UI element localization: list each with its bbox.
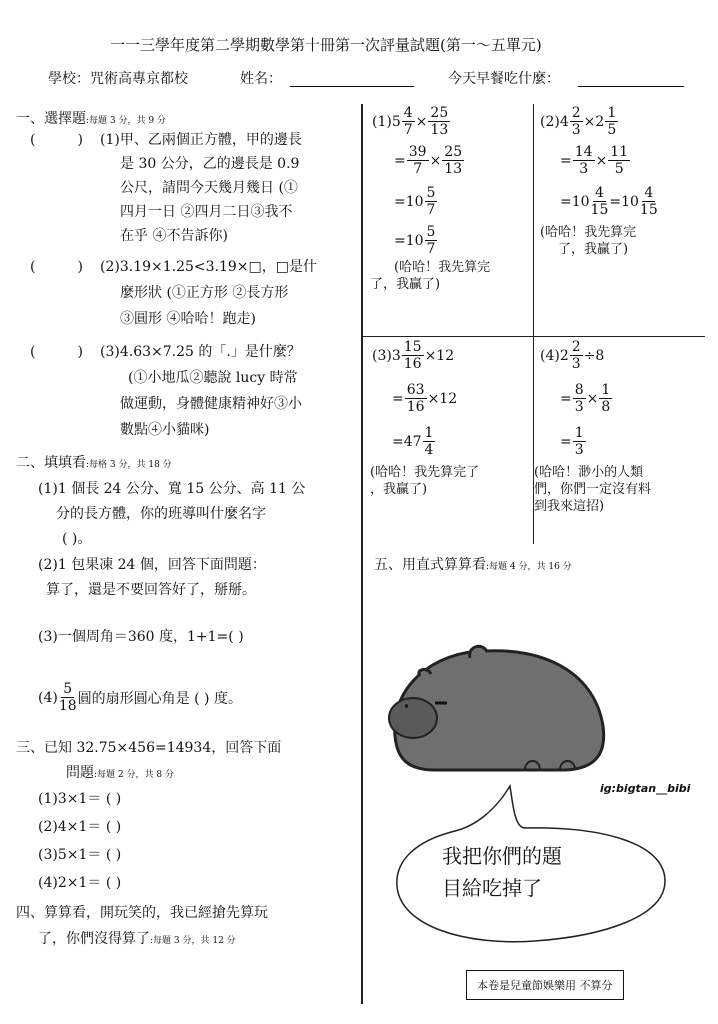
page-divider — [361, 104, 363, 1004]
calc-problem-1 — [372, 104, 530, 294]
calc4-note: (哈哈！渺小的人類 們，你們一定沒有料 到我來這招) — [534, 465, 652, 514]
fill-q2: (2)1 包果凍 24 個，回答下面問題： 算了，還是不要回答好了，掰掰。 — [38, 557, 266, 598]
calc1-step1: = $\frac{39}{7}$ × $\frac{25}{13}$ — [394, 144, 463, 177]
breakfast-blank[interactable] — [578, 86, 684, 87]
q3-text: (3)4.63×7.25 的「.」是什麼？ (①小地瓜②聽說 lucy 時常 做運動，身體健康精神好③小 數點④小貓咪) — [100, 344, 302, 438]
speech-text: 我把你們的題 目給吃掉了 — [442, 844, 562, 900]
calc-problem-2 — [540, 104, 708, 259]
section3-item[interactable]: (4)2×1＝ ( ) — [38, 875, 122, 891]
breakfast-label: 今天早餐吃什麼： — [448, 71, 560, 87]
section3-subheading: 問題:每題 2 分，共 8 分 — [66, 765, 174, 781]
calc3-expression: (3)3 $\frac{15}{16}$ ×12 — [372, 339, 455, 372]
calc-problem-4 — [534, 339, 708, 516]
section1-heading: 一、選擇題:每題 3 分，共 9 分 — [16, 111, 166, 127]
fill-q4: (4) $\frac{5}{18}$ 圓的扇形圓心角是 ( ) 度。 — [38, 681, 242, 714]
section4-subheading: 了，你們沒得算了:每題 3 分，共 12 分 — [38, 931, 236, 947]
q1-answer-paren[interactable]: ( ) — [30, 132, 83, 148]
calc1-expression: (1)5 $\frac{4}{7}$ × $\frac{25}{13}$ — [372, 105, 449, 138]
section5-heading: 五、用直式算算看:每題 4 分，共 16 分 — [374, 557, 572, 573]
q2-text: (2)3.19×1.25<3.19×□，□是什 麼形狀 (①正方形 ②長方形 ③圓形 ④哈哈！跑走) — [100, 259, 317, 327]
calc3-note: (哈哈！我先算完了 ，我贏了) — [370, 465, 480, 497]
calc2-note: (哈哈！我先算完 了，我贏了) — [540, 225, 637, 257]
school-label: 學校：咒術高專京都校 — [48, 71, 188, 87]
capybara-icon — [389, 646, 604, 770]
section3-heading: 三、已知 32.75×456=14934，回答下面 — [16, 740, 282, 756]
illustration-credit: ig:bigtan__bibi — [600, 782, 691, 795]
section3-item[interactable]: (2)4×1＝ ( ) — [38, 819, 122, 835]
capybara-illustration — [375, 636, 705, 966]
calc2-expression: (2)4 $\frac{2}{3}$ ×2 $\frac{1}{5}$ — [540, 105, 617, 138]
q3-answer-paren[interactable]: ( ) — [30, 344, 83, 360]
calc3-step2: =47 $\frac{1}{4}$ — [392, 425, 434, 458]
q1-text: (1)甲、乙兩個正方體，甲的邊長 是 30 公分，乙的邊長是 0.9 公尺，請問今天幾月幾日 (① 四月一日 ②四月二日③我不 在乎 ④不告訴你) — [100, 132, 302, 244]
name-label: 姓名： — [240, 71, 282, 87]
section3-item[interactable]: (3)5×1＝ ( ) — [38, 847, 122, 863]
q2-answer-paren[interactable]: ( ) — [30, 259, 83, 275]
calc4-expression: (4)2 $\frac{2}{3}$ ÷8 — [540, 339, 605, 372]
grid-h-line — [363, 336, 705, 337]
fill-q4-fraction: $\frac{5}{18}$ — [58, 681, 77, 714]
exam-title: 一一三學年度第二學期數學第十冊第一次評量試題(第一～五單元) — [110, 36, 542, 54]
calc3-step1: = $\frac{63}{16}$ ×12 — [392, 382, 458, 415]
calc1-step2: =10 $\frac{5}{7}$ — [394, 185, 436, 218]
calc4-step1: = $\frac{8}{3}$ × $\frac{1}{8}$ — [560, 382, 611, 415]
calc1-step3: =10 $\frac{5}{7}$ — [394, 224, 436, 257]
section3-item[interactable]: (1)3×1＝ ( ) — [38, 791, 122, 807]
fill-q1: (1)1 個長 24 公分、寬 15 公分、高 11 公 分的長方體，你的班導叫什麼名字 ( )。 — [38, 481, 306, 547]
section2-heading: 二、填填看:每格 3 分，共 18 分 — [16, 455, 172, 471]
fill-q3: (3)一個周角＝360 度，1+1=( ) — [38, 629, 244, 645]
name-blank[interactable] — [290, 86, 414, 87]
section4-heading: 四、算算看，開玩笑的，我已經搶先算玩 — [16, 905, 268, 921]
calc2-step2: =10 $\frac{4}{15}$ =10 $\frac{4}{15}$ — [560, 185, 658, 218]
calc4-step2: = $\frac{1}{3}$ — [560, 425, 584, 458]
calc2-step1: = $\frac{14}{3}$ × $\frac{11}{5}$ — [560, 144, 629, 177]
calc-problem-3 — [372, 340, 532, 499]
calc1-note: (哈哈！我先算完 了，我贏了) — [370, 260, 491, 292]
footer-note: 本卷是兒童節娛樂用 不算分 — [466, 970, 624, 1000]
